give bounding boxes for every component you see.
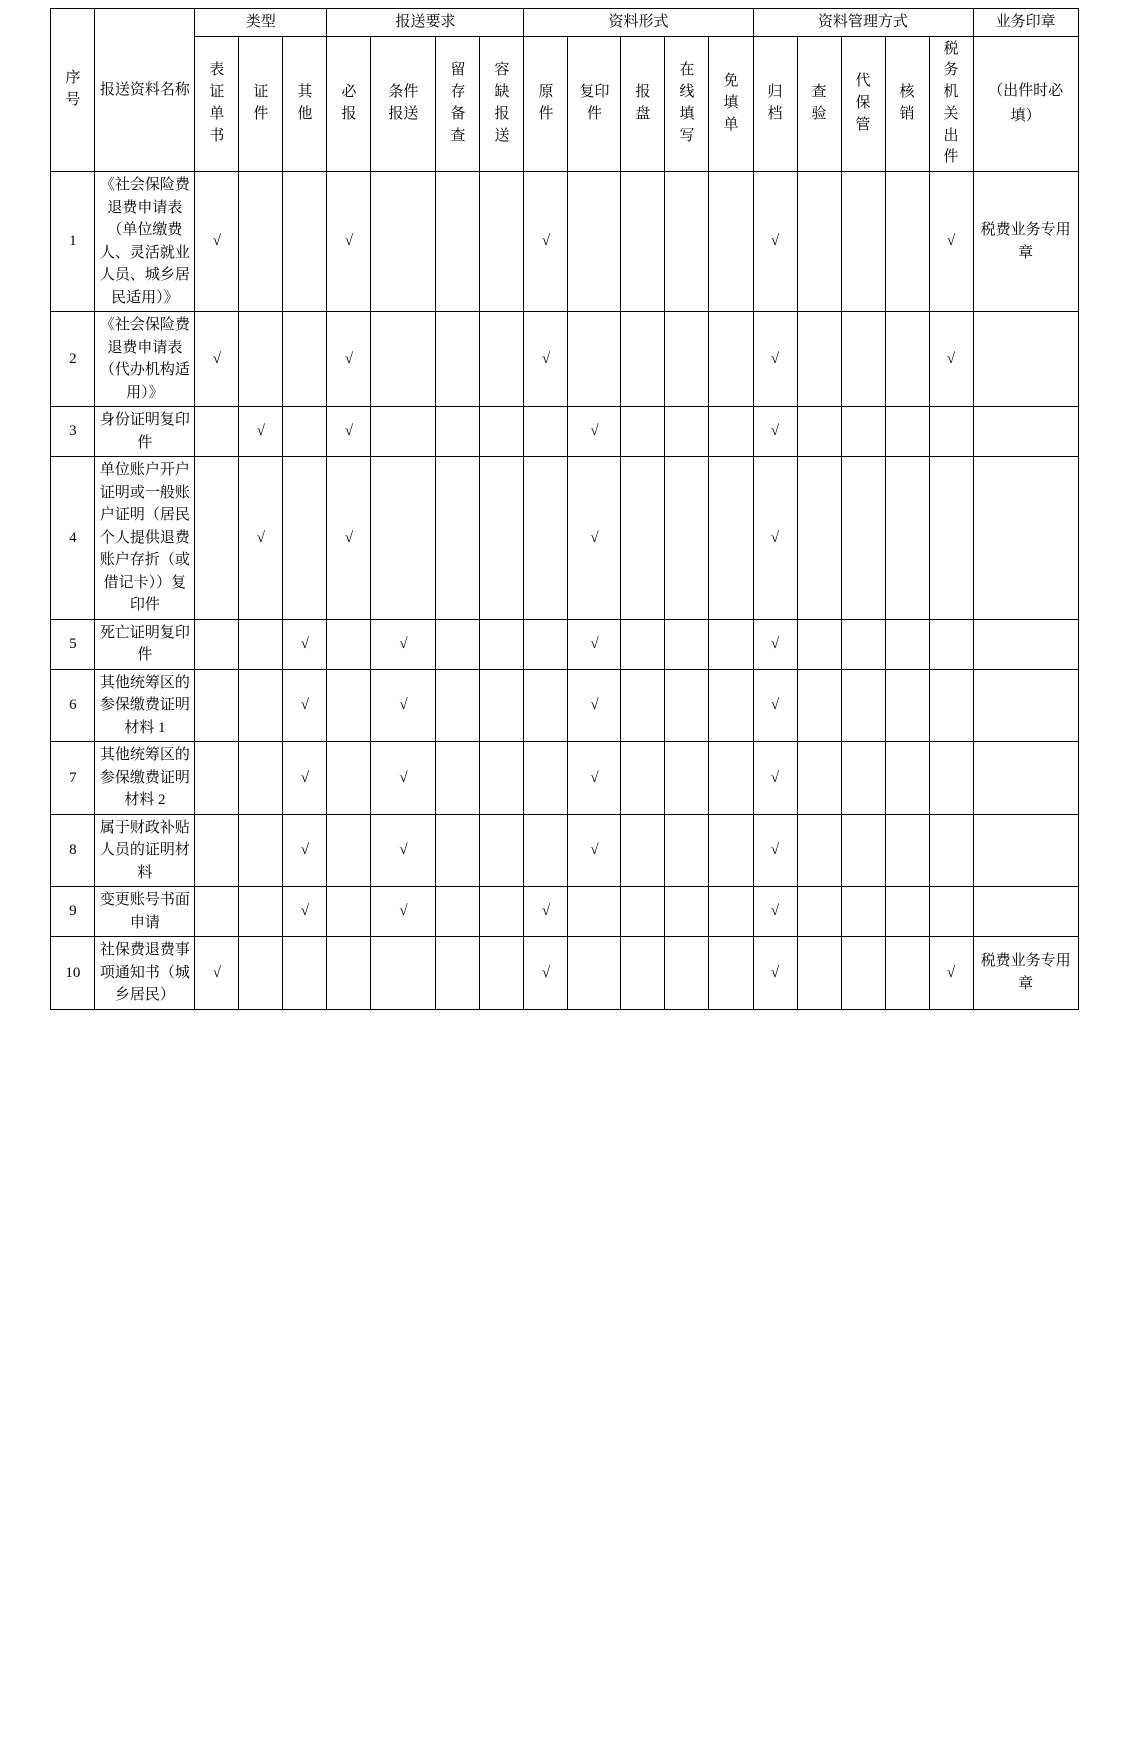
cell-issued-by-tax bbox=[929, 887, 973, 937]
cell-exempt-form bbox=[709, 669, 753, 742]
header-sub-verify bbox=[797, 36, 841, 172]
cell-other: √ bbox=[283, 887, 327, 937]
cell-exempt-form bbox=[709, 937, 753, 1010]
table-row bbox=[51, 457, 1078, 620]
cell-form-document bbox=[195, 619, 239, 669]
table-row bbox=[51, 619, 1078, 669]
cell-certificate bbox=[239, 937, 283, 1010]
cell-issued-by-tax bbox=[929, 457, 973, 620]
header-sub-online-fill bbox=[665, 36, 709, 172]
cell-row-number: 4 bbox=[51, 457, 95, 620]
cell-cancel bbox=[885, 742, 929, 815]
header-sub-certificate-label: 证件 bbox=[253, 84, 269, 122]
cell-verify bbox=[797, 457, 841, 620]
cell-other bbox=[283, 172, 327, 312]
cell-report-disk bbox=[621, 814, 665, 887]
header-sub-original bbox=[524, 36, 568, 172]
header-sub-verify-label: 查验 bbox=[811, 84, 827, 122]
cell-verify bbox=[797, 312, 841, 407]
header-seal-note-label: （出件时必填） bbox=[988, 83, 1064, 124]
cell-report-disk bbox=[621, 887, 665, 937]
cell-row-number: 8 bbox=[51, 814, 95, 887]
cell-material-name: 社保费退费事项通知书（城乡居民） bbox=[95, 937, 195, 1010]
header-group-row bbox=[51, 9, 1078, 37]
cell-certificate: √ bbox=[239, 457, 283, 620]
cell-material-name: 变更账号书面申请 bbox=[95, 887, 195, 937]
cell-copy: √ bbox=[568, 814, 621, 887]
cell-original bbox=[524, 457, 568, 620]
cell-cancel bbox=[885, 407, 929, 457]
cell-cancel bbox=[885, 619, 929, 669]
cell-conditional-report bbox=[371, 457, 436, 620]
cell-issued-by-tax bbox=[929, 814, 973, 887]
cell-form-document: √ bbox=[195, 172, 239, 312]
cell-must-report bbox=[327, 742, 371, 815]
cell-row-number: 1 bbox=[51, 172, 95, 312]
cell-issued-by-tax bbox=[929, 742, 973, 815]
cell-archive: √ bbox=[753, 742, 797, 815]
header-sub-form-document-label: 表证单书 bbox=[209, 62, 225, 144]
cell-other bbox=[283, 312, 327, 407]
header-sub-conditional-report-label: 条件报送 bbox=[388, 84, 419, 122]
header-sub-archive-label: 归档 bbox=[767, 84, 783, 122]
cell-must-report bbox=[327, 937, 371, 1010]
cell-business-seal: 税费业务专用章 bbox=[973, 172, 1078, 312]
cell-retain-for-check bbox=[436, 887, 480, 937]
cell-must-report: √ bbox=[327, 312, 371, 407]
cell-certificate bbox=[239, 172, 283, 312]
header-seal-note bbox=[973, 36, 1078, 172]
cell-original bbox=[524, 742, 568, 815]
cell-other bbox=[283, 407, 327, 457]
cell-conditional-report: √ bbox=[371, 887, 436, 937]
cell-copy: √ bbox=[568, 619, 621, 669]
cell-must-report: √ bbox=[327, 457, 371, 620]
cell-issued-by-tax bbox=[929, 407, 973, 457]
cell-row-number: 7 bbox=[51, 742, 95, 815]
cell-tolerant-missing bbox=[480, 172, 524, 312]
cell-online-fill bbox=[665, 312, 709, 407]
cell-exempt-form bbox=[709, 172, 753, 312]
cell-form-document bbox=[195, 887, 239, 937]
header-sub-original-label: 原件 bbox=[538, 84, 554, 122]
table-row bbox=[51, 312, 1078, 407]
cell-keep-on-behalf bbox=[841, 619, 885, 669]
cell-retain-for-check bbox=[436, 814, 480, 887]
cell-verify bbox=[797, 742, 841, 815]
table-row bbox=[51, 814, 1078, 887]
cell-tolerant-missing bbox=[480, 742, 524, 815]
header-sub-copy bbox=[568, 36, 621, 172]
header-sub-report-disk bbox=[621, 36, 665, 172]
cell-keep-on-behalf bbox=[841, 814, 885, 887]
cell-verify bbox=[797, 887, 841, 937]
cell-cancel bbox=[885, 887, 929, 937]
table-header bbox=[51, 9, 1078, 172]
cell-cancel bbox=[885, 457, 929, 620]
cell-form-document bbox=[195, 407, 239, 457]
cell-archive: √ bbox=[753, 312, 797, 407]
cell-certificate bbox=[239, 887, 283, 937]
header-sub-cancel bbox=[885, 36, 929, 172]
header-sub-copy-label: 复印件 bbox=[579, 84, 610, 122]
cell-business-seal bbox=[973, 669, 1078, 742]
cell-certificate bbox=[239, 312, 283, 407]
cell-original bbox=[524, 407, 568, 457]
cell-retain-for-check bbox=[436, 937, 480, 1010]
header-sub-retain-for-check bbox=[436, 36, 480, 172]
cell-original bbox=[524, 669, 568, 742]
cell-material-name: 单位账户开户证明或一般账户证明（居民个人提供退费账户存折（或借记卡））复印件 bbox=[95, 457, 195, 620]
cell-conditional-report: √ bbox=[371, 669, 436, 742]
cell-tolerant-missing bbox=[480, 407, 524, 457]
cell-online-fill bbox=[665, 814, 709, 887]
cell-row-number: 3 bbox=[51, 407, 95, 457]
cell-issued-by-tax bbox=[929, 669, 973, 742]
cell-other: √ bbox=[283, 669, 327, 742]
cell-exempt-form bbox=[709, 619, 753, 669]
header-col-name bbox=[95, 9, 195, 172]
cell-form-document bbox=[195, 814, 239, 887]
cell-keep-on-behalf bbox=[841, 312, 885, 407]
cell-archive: √ bbox=[753, 172, 797, 312]
cell-conditional-report bbox=[371, 407, 436, 457]
cell-must-report: √ bbox=[327, 407, 371, 457]
cell-report-disk bbox=[621, 407, 665, 457]
cell-archive: √ bbox=[753, 619, 797, 669]
cell-online-fill bbox=[665, 172, 709, 312]
header-group-material-form: 资料形式 bbox=[524, 9, 753, 37]
cell-cancel bbox=[885, 669, 929, 742]
cell-original: √ bbox=[524, 312, 568, 407]
header-col-no-label: 序号 bbox=[65, 70, 81, 108]
cell-verify bbox=[797, 814, 841, 887]
header-sub-exempt-form bbox=[709, 36, 753, 172]
cell-exempt-form bbox=[709, 457, 753, 620]
cell-cancel bbox=[885, 312, 929, 407]
table-row bbox=[51, 669, 1078, 742]
cell-conditional-report bbox=[371, 172, 436, 312]
cell-online-fill bbox=[665, 407, 709, 457]
cell-archive: √ bbox=[753, 814, 797, 887]
table-row bbox=[51, 172, 1078, 312]
cell-business-seal bbox=[973, 312, 1078, 407]
cell-online-fill bbox=[665, 937, 709, 1010]
cell-copy bbox=[568, 312, 621, 407]
header-group-submission-requirement: 报送要求 bbox=[327, 9, 524, 37]
header-sub-row bbox=[51, 36, 1078, 172]
cell-archive: √ bbox=[753, 407, 797, 457]
cell-verify bbox=[797, 619, 841, 669]
cell-conditional-report bbox=[371, 937, 436, 1010]
header-sub-conditional-report bbox=[371, 36, 436, 172]
cell-form-document bbox=[195, 669, 239, 742]
header-sub-cancel-label: 核销 bbox=[899, 84, 915, 122]
table-row bbox=[51, 937, 1078, 1010]
cell-tolerant-missing bbox=[480, 669, 524, 742]
table-row bbox=[51, 407, 1078, 457]
cell-conditional-report: √ bbox=[371, 742, 436, 815]
cell-original: √ bbox=[524, 887, 568, 937]
cell-business-seal bbox=[973, 457, 1078, 620]
cell-keep-on-behalf bbox=[841, 172, 885, 312]
cell-issued-by-tax: √ bbox=[929, 937, 973, 1010]
cell-report-disk bbox=[621, 457, 665, 620]
cell-retain-for-check bbox=[436, 457, 480, 620]
cell-copy bbox=[568, 172, 621, 312]
cell-tolerant-missing bbox=[480, 619, 524, 669]
cell-online-fill bbox=[665, 669, 709, 742]
cell-tolerant-missing bbox=[480, 457, 524, 620]
header-col-name-label: 报送资料名称 bbox=[99, 81, 190, 98]
cell-report-disk bbox=[621, 937, 665, 1010]
header-sub-form-document bbox=[195, 36, 239, 172]
cell-copy bbox=[568, 937, 621, 1010]
cell-original bbox=[524, 814, 568, 887]
header-sub-keep-on-behalf bbox=[841, 36, 885, 172]
header-sub-other-label: 其他 bbox=[297, 84, 313, 122]
cell-form-document bbox=[195, 457, 239, 620]
cell-keep-on-behalf bbox=[841, 407, 885, 457]
cell-row-number: 6 bbox=[51, 669, 95, 742]
table-row bbox=[51, 742, 1078, 815]
cell-copy bbox=[568, 887, 621, 937]
cell-other bbox=[283, 457, 327, 620]
cell-must-report bbox=[327, 814, 371, 887]
header-sub-tolerant-missing-label: 容缺报送 bbox=[494, 62, 510, 144]
cell-retain-for-check bbox=[436, 172, 480, 312]
cell-form-document: √ bbox=[195, 312, 239, 407]
cell-form-document: √ bbox=[195, 937, 239, 1010]
table-row bbox=[51, 887, 1078, 937]
cell-certificate bbox=[239, 742, 283, 815]
header-sub-other bbox=[283, 36, 327, 172]
cell-report-disk bbox=[621, 742, 665, 815]
cell-certificate bbox=[239, 619, 283, 669]
cell-verify bbox=[797, 172, 841, 312]
cell-form-document bbox=[195, 742, 239, 815]
cell-archive: √ bbox=[753, 457, 797, 620]
cell-business-seal bbox=[973, 742, 1078, 815]
header-sub-archive bbox=[753, 36, 797, 172]
cell-business-seal bbox=[973, 619, 1078, 669]
cell-tolerant-missing bbox=[480, 814, 524, 887]
cell-original: √ bbox=[524, 937, 568, 1010]
header-sub-report-disk-label: 报盘 bbox=[635, 84, 651, 122]
cell-tolerant-missing bbox=[480, 937, 524, 1010]
cell-report-disk bbox=[621, 669, 665, 742]
cell-material-name: 死亡证明复印件 bbox=[95, 619, 195, 669]
table-body bbox=[51, 172, 1078, 1010]
cell-must-report: √ bbox=[327, 172, 371, 312]
cell-exempt-form bbox=[709, 887, 753, 937]
header-sub-must-report-label: 必报 bbox=[341, 84, 357, 122]
cell-issued-by-tax: √ bbox=[929, 312, 973, 407]
cell-certificate bbox=[239, 814, 283, 887]
cell-retain-for-check bbox=[436, 619, 480, 669]
submission-materials-table bbox=[50, 8, 1078, 1010]
cell-exempt-form bbox=[709, 407, 753, 457]
cell-tolerant-missing bbox=[480, 887, 524, 937]
cell-must-report bbox=[327, 669, 371, 742]
cell-must-report bbox=[327, 619, 371, 669]
cell-keep-on-behalf bbox=[841, 669, 885, 742]
cell-material-name: 其他统筹区的参保缴费证明材料 1 bbox=[95, 669, 195, 742]
cell-keep-on-behalf bbox=[841, 457, 885, 620]
cell-archive: √ bbox=[753, 669, 797, 742]
header-sub-certificate bbox=[239, 36, 283, 172]
header-sub-must-report bbox=[327, 36, 371, 172]
cell-online-fill bbox=[665, 457, 709, 620]
header-sub-retain-for-check-label: 留存备查 bbox=[450, 62, 466, 144]
cell-business-seal bbox=[973, 887, 1078, 937]
cell-material-name: 其他统筹区的参保缴费证明材料 2 bbox=[95, 742, 195, 815]
cell-business-seal: 税费业务专用章 bbox=[973, 937, 1078, 1010]
cell-retain-for-check bbox=[436, 742, 480, 815]
cell-keep-on-behalf bbox=[841, 742, 885, 815]
cell-business-seal bbox=[973, 814, 1078, 887]
cell-report-disk bbox=[621, 172, 665, 312]
cell-cancel bbox=[885, 937, 929, 1010]
cell-retain-for-check bbox=[436, 312, 480, 407]
header-sub-exempt-form-label: 免填单 bbox=[723, 73, 739, 133]
cell-verify bbox=[797, 407, 841, 457]
cell-business-seal bbox=[973, 407, 1078, 457]
cell-other: √ bbox=[283, 814, 327, 887]
cell-copy: √ bbox=[568, 742, 621, 815]
cell-online-fill bbox=[665, 619, 709, 669]
cell-row-number: 10 bbox=[51, 937, 95, 1010]
cell-tolerant-missing bbox=[480, 312, 524, 407]
cell-report-disk bbox=[621, 619, 665, 669]
cell-keep-on-behalf bbox=[841, 937, 885, 1010]
header-group-type: 类型 bbox=[195, 9, 327, 37]
cell-online-fill bbox=[665, 742, 709, 815]
cell-original bbox=[524, 619, 568, 669]
header-sub-keep-on-behalf-label: 代保管 bbox=[855, 73, 871, 133]
cell-copy: √ bbox=[568, 669, 621, 742]
cell-online-fill bbox=[665, 887, 709, 937]
header-group-material-management: 资料管理方式 bbox=[753, 9, 973, 37]
header-sub-issued-by-tax-label: 税务机关出件 bbox=[943, 40, 959, 166]
cell-certificate bbox=[239, 669, 283, 742]
cell-original: √ bbox=[524, 172, 568, 312]
cell-must-report bbox=[327, 887, 371, 937]
cell-material-name: 属于财政补贴人员的证明材料 bbox=[95, 814, 195, 887]
cell-exempt-form bbox=[709, 312, 753, 407]
header-sub-issued-by-tax bbox=[929, 36, 973, 172]
cell-cancel bbox=[885, 172, 929, 312]
cell-issued-by-tax bbox=[929, 619, 973, 669]
cell-retain-for-check bbox=[436, 407, 480, 457]
cell-material-name: 《社会保险费退费申请表（单位缴费人、灵活就业人员、城乡居民适用）》 bbox=[95, 172, 195, 312]
cell-verify bbox=[797, 669, 841, 742]
cell-conditional-report: √ bbox=[371, 814, 436, 887]
cell-other: √ bbox=[283, 619, 327, 669]
cell-row-number: 9 bbox=[51, 887, 95, 937]
cell-archive: √ bbox=[753, 887, 797, 937]
cell-material-name: 身份证明复印件 bbox=[95, 407, 195, 457]
cell-conditional-report: √ bbox=[371, 619, 436, 669]
header-group-business-seal: 业务印章 bbox=[973, 9, 1078, 37]
cell-archive: √ bbox=[753, 937, 797, 1010]
cell-row-number: 2 bbox=[51, 312, 95, 407]
cell-cancel bbox=[885, 814, 929, 887]
header-sub-tolerant-missing bbox=[480, 36, 524, 172]
cell-row-number: 5 bbox=[51, 619, 95, 669]
cell-exempt-form bbox=[709, 814, 753, 887]
cell-exempt-form bbox=[709, 742, 753, 815]
cell-other bbox=[283, 937, 327, 1010]
cell-report-disk bbox=[621, 312, 665, 407]
cell-certificate: √ bbox=[239, 407, 283, 457]
cell-conditional-report bbox=[371, 312, 436, 407]
cell-retain-for-check bbox=[436, 669, 480, 742]
cell-material-name: 《社会保险费退费申请表（代办机构适用）》 bbox=[95, 312, 195, 407]
cell-keep-on-behalf bbox=[841, 887, 885, 937]
cell-other: √ bbox=[283, 742, 327, 815]
header-col-no bbox=[51, 9, 95, 172]
header-sub-online-fill-label: 在线填写 bbox=[679, 62, 695, 144]
cell-verify bbox=[797, 937, 841, 1010]
cell-copy: √ bbox=[568, 407, 621, 457]
cell-copy: √ bbox=[568, 457, 621, 620]
cell-issued-by-tax: √ bbox=[929, 172, 973, 312]
